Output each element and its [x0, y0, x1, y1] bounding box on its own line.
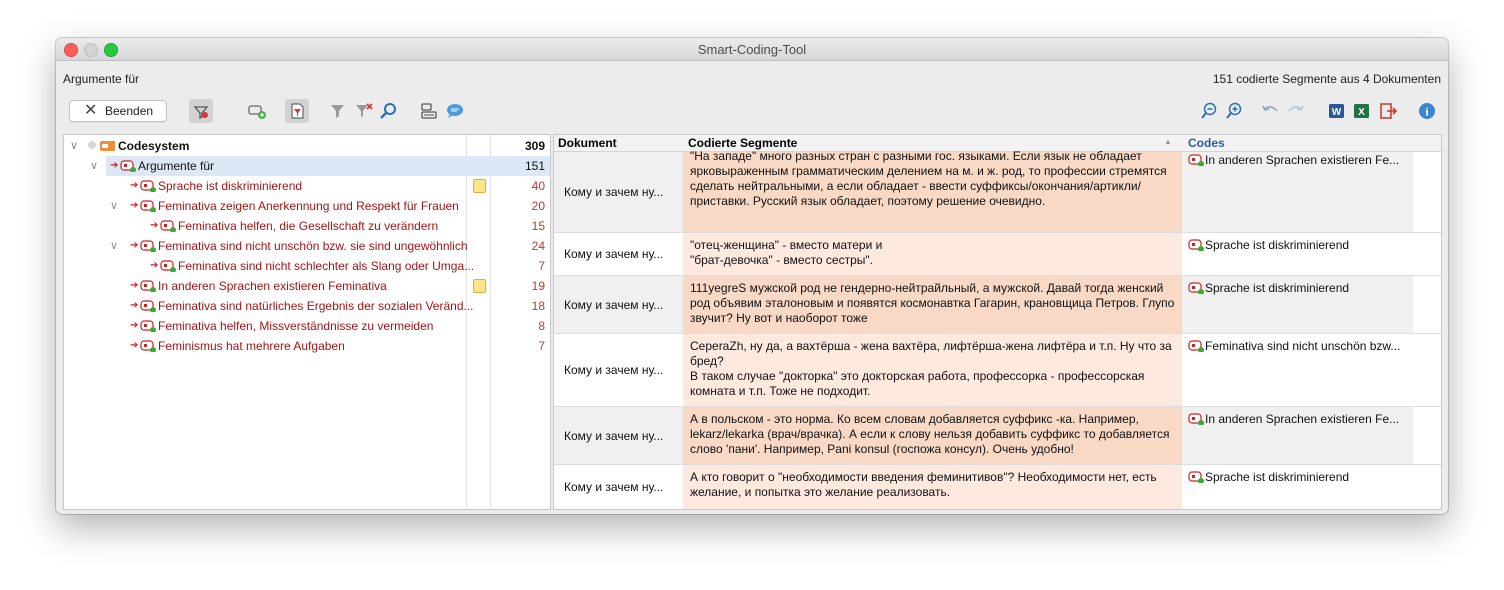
- document-cell: [554, 407, 682, 464]
- code-name: Sprache ist diskriminierend: [1205, 470, 1350, 484]
- codesystem-icon: [99, 139, 115, 151]
- new-code-icon[interactable]: [246, 100, 268, 122]
- column-header-document[interactable]: Dokument: [558, 136, 617, 150]
- tree-row-code[interactable]: [64, 236, 550, 256]
- tree-row-code[interactable]: [64, 276, 550, 296]
- tree-row-code[interactable]: [64, 296, 550, 316]
- code-icon: [140, 340, 156, 352]
- code-icon: [1188, 154, 1206, 166]
- segment-cell: [683, 233, 1182, 275]
- segment-cell: [683, 334, 1182, 406]
- document-name: Кому и зачем ну...: [564, 363, 664, 377]
- search-icon[interactable]: [378, 100, 400, 122]
- window-title: Smart-Coding-Tool: [697, 42, 807, 57]
- code-cell: [1183, 334, 1412, 406]
- zoom-out-icon[interactable]: [1198, 100, 1220, 122]
- segment-text: 111yegreS мужской род не гендерно-нейтрайльный, а мужской. Давай тогда женский род объявим эталоновым и появятся космонавтка Гагарин, крановщица Петров. Глупо звучит? Ну вот и наоборот тоже: [690, 281, 1175, 325]
- tree-label: Feminativa helfen, Missverständnisse zu vermeiden: [158, 319, 434, 333]
- tree-count: 7: [538, 259, 545, 273]
- tree-label: Feminativa sind nicht unschön bzw. sie sind ungewöhnlich: [158, 239, 468, 253]
- tree-count: 24: [531, 239, 545, 253]
- code-cell: [1183, 407, 1412, 464]
- info-bar: [56, 61, 1448, 99]
- tree-count: 309: [524, 139, 545, 153]
- tree-label: Sprache ist diskriminierend: [158, 179, 303, 193]
- tree-row-code[interactable]: [64, 176, 550, 196]
- row-padding: [1413, 465, 1441, 509]
- zoom-in-icon[interactable]: [1223, 100, 1245, 122]
- code-icon: [140, 300, 156, 312]
- tree-label: Codesystem: [118, 139, 190, 153]
- close-button-label: Beenden: [105, 104, 154, 118]
- column-header-segments[interactable]: Codierte Segmente: [688, 136, 798, 150]
- row-padding: [1413, 407, 1441, 464]
- chevron-down-icon[interactable]: ∨: [70, 140, 79, 152]
- activation-arrow-icon: ➔: [130, 340, 139, 351]
- code-icon: [140, 200, 156, 212]
- tree-label: In anderen Sprachen existieren Feminativa: [158, 279, 387, 293]
- code-icon: [140, 240, 156, 252]
- code-icon: [120, 160, 136, 172]
- svg-text:i: i: [1425, 104, 1429, 119]
- code-name: Feminativa sind nicht unschön bzw...: [1205, 339, 1401, 353]
- chevron-down-icon[interactable]: ∨: [110, 240, 119, 252]
- tree-row-argumente-fuer[interactable]: [64, 156, 550, 176]
- table-row[interactable]: [554, 334, 1441, 407]
- activation-arrow-icon: ➔: [130, 180, 139, 191]
- active-code-label: Argumente für: [63, 72, 140, 86]
- tree-count: 20: [531, 199, 545, 213]
- comment-icon[interactable]: [444, 100, 466, 122]
- code-icon: [160, 260, 176, 272]
- code-tree-panel: [63, 134, 551, 510]
- activation-arrow-icon: ➔: [110, 160, 119, 171]
- document-name: Кому и зачем ну...: [564, 247, 664, 261]
- export-icon[interactable]: [1377, 100, 1399, 122]
- word-export-icon[interactable]: [1326, 100, 1348, 122]
- row-padding: [1413, 233, 1441, 275]
- table-row[interactable]: [554, 149, 1441, 233]
- table-row[interactable]: [554, 465, 1441, 510]
- activation-arrow-icon: ➔: [130, 280, 139, 291]
- code-icon: [1188, 340, 1206, 352]
- document-cell: [554, 152, 682, 232]
- tree-label: Feminativa sind natürliches Ergebnis der sozialen Veränd...: [158, 299, 474, 313]
- status-dot: [88, 141, 96, 149]
- segment-text: "отец-женщина" - вместо матери и "брат-девочка" - вместо сестры".: [690, 238, 883, 267]
- code-icon: [160, 220, 176, 232]
- tree-label: Feminativa helfen, die Gesellschaft zu verändern: [178, 219, 439, 233]
- document-cell: [554, 465, 682, 509]
- segment-text: CeperaZh, ну да, а вахтёрша - жена вахтёра, лифтёрша-жена лифтёра и т.п. Ну что за бред? В таком случае "докторка" это докторская работа, профессорка - профессорская комната и т.п. Тоже не подходит.: [690, 339, 1172, 398]
- row-padding: [1413, 152, 1441, 232]
- segment-cell: [683, 465, 1182, 509]
- svg-text:W: W: [1331, 107, 1342, 118]
- overview-icon[interactable]: [419, 100, 441, 122]
- toolbar: [56, 98, 1448, 132]
- code-name: Sprache ist diskriminierend: [1205, 281, 1350, 295]
- activation-arrow-icon: ➔: [150, 260, 159, 271]
- code-name: Sprache ist diskriminierend: [1205, 238, 1350, 252]
- code-cell: [1183, 233, 1412, 275]
- row-padding: [1413, 276, 1441, 333]
- segment-text: "На западе" много разных стран с разными гос. языками. Если язык не обладает ярковыраженным грамматическим делением на м. и ж. род, то профессии стремятся сделать нейтральными, а если обладает - ввести суффиксы/окончания/артикли/приставки. Русский язык обладает, поэтому решение очевидно.: [690, 149, 1167, 208]
- chevron-down-icon[interactable]: ∨: [110, 200, 119, 212]
- title-bar: [56, 38, 1448, 61]
- close-icon: ✕: [84, 102, 98, 119]
- redo-icon[interactable]: [1285, 100, 1307, 122]
- document-cell: [554, 276, 682, 333]
- table-row[interactable]: [554, 276, 1441, 334]
- coded-segments-table: [553, 134, 1442, 510]
- code-name: In anderen Sprachen existieren Fe...: [1205, 412, 1400, 426]
- app-window: [56, 38, 1448, 514]
- svg-text:X: X: [1358, 107, 1365, 118]
- segment-summary: 151 codierte Segmente aus 4 Dokumenten: [1212, 72, 1441, 86]
- document-cell: [554, 233, 682, 275]
- document-filter-icon[interactable]: [285, 99, 309, 123]
- segment-cell: [683, 276, 1182, 333]
- activation-arrow-icon: ➔: [130, 240, 139, 251]
- undo-icon[interactable]: [1259, 100, 1281, 122]
- code-icon: [140, 320, 156, 332]
- code-icon: [140, 180, 156, 192]
- tree-label: Feminativa sind nicht schlechter als Slang oder Umga...: [178, 259, 475, 273]
- code-cell: [1183, 152, 1412, 232]
- excel-export-icon[interactable]: [1351, 100, 1373, 122]
- clear-filter-icon[interactable]: [353, 100, 375, 122]
- activation-arrow-icon: ➔: [150, 220, 159, 231]
- document-cell: [554, 334, 682, 406]
- segment-cell: [683, 407, 1182, 464]
- tree-count: 7: [538, 339, 545, 353]
- document-name: Кому и зачем ну...: [564, 297, 664, 312]
- activation-arrow-icon: ➔: [130, 200, 139, 211]
- table-row[interactable]: [554, 407, 1441, 465]
- info-icon[interactable]: [1416, 100, 1438, 122]
- segment-text: А в польском - это норма. Ко всем словам добавляется суффикс -ка. Например, lekarz/lekarka (врач/врачка). А если к слову нельзя добавить суффикс то добавляется слово 'пани'. Например, Pani konsul (госпожа консул). Очень удобно!: [690, 412, 1170, 456]
- sort-ascending-icon: ▲: [1164, 137, 1172, 146]
- tree-row-code[interactable]: [64, 316, 550, 336]
- tree-row-code[interactable]: [64, 336, 550, 356]
- close-button[interactable]: [69, 100, 167, 122]
- code-icon: [1188, 239, 1206, 251]
- activation-arrow-icon: ➔: [130, 300, 139, 311]
- segment-text: А кто говорит о "необходимости введения феминитивов"? Необходимости нет, есть желание, и попытка это желание реализовать.: [690, 470, 1157, 499]
- tree-label: Feminismus hat mehrere Aufgaben: [158, 339, 345, 353]
- code-name: In anderen Sprachen existieren Fe...: [1205, 153, 1400, 167]
- tree-row-code[interactable]: [64, 216, 550, 236]
- filter-icon[interactable]: [327, 100, 349, 122]
- code-icon: [1188, 282, 1206, 294]
- column-header-codes[interactable]: Codes: [1188, 136, 1225, 150]
- tree-count: 19: [531, 279, 545, 293]
- tree-label: Argumente für: [138, 159, 215, 173]
- tree-row-code[interactable]: [64, 196, 550, 216]
- tree-row-code[interactable]: [64, 256, 550, 276]
- activation-arrow-icon: ➔: [130, 320, 139, 331]
- funnel-code-filter-icon[interactable]: [189, 99, 213, 123]
- tree-count: 18: [531, 299, 545, 313]
- chevron-down-icon[interactable]: ∨: [90, 160, 99, 172]
- document-name: Кому и зачем ну...: [564, 480, 664, 494]
- code-cell: [1183, 276, 1412, 333]
- tree-count: 40: [531, 179, 545, 193]
- table-row[interactable]: [554, 233, 1441, 276]
- code-icon: [1188, 471, 1206, 483]
- segment-cell: [683, 149, 1182, 232]
- tree-count: 15: [531, 219, 545, 233]
- code-icon: [1188, 413, 1206, 425]
- tree-count: 8: [538, 319, 545, 333]
- code-cell: [1183, 465, 1412, 509]
- tree-count: 151: [524, 159, 545, 173]
- row-padding: [1413, 334, 1441, 406]
- tree-row-codesystem[interactable]: [64, 136, 550, 156]
- document-name: Кому и зачем ну...: [564, 185, 664, 199]
- document-name: Кому и зачем ну...: [564, 428, 664, 443]
- code-icon: [140, 280, 156, 292]
- tree-label: Feminativa zeigen Anerkennung und Respekt für Frauen: [158, 199, 459, 213]
